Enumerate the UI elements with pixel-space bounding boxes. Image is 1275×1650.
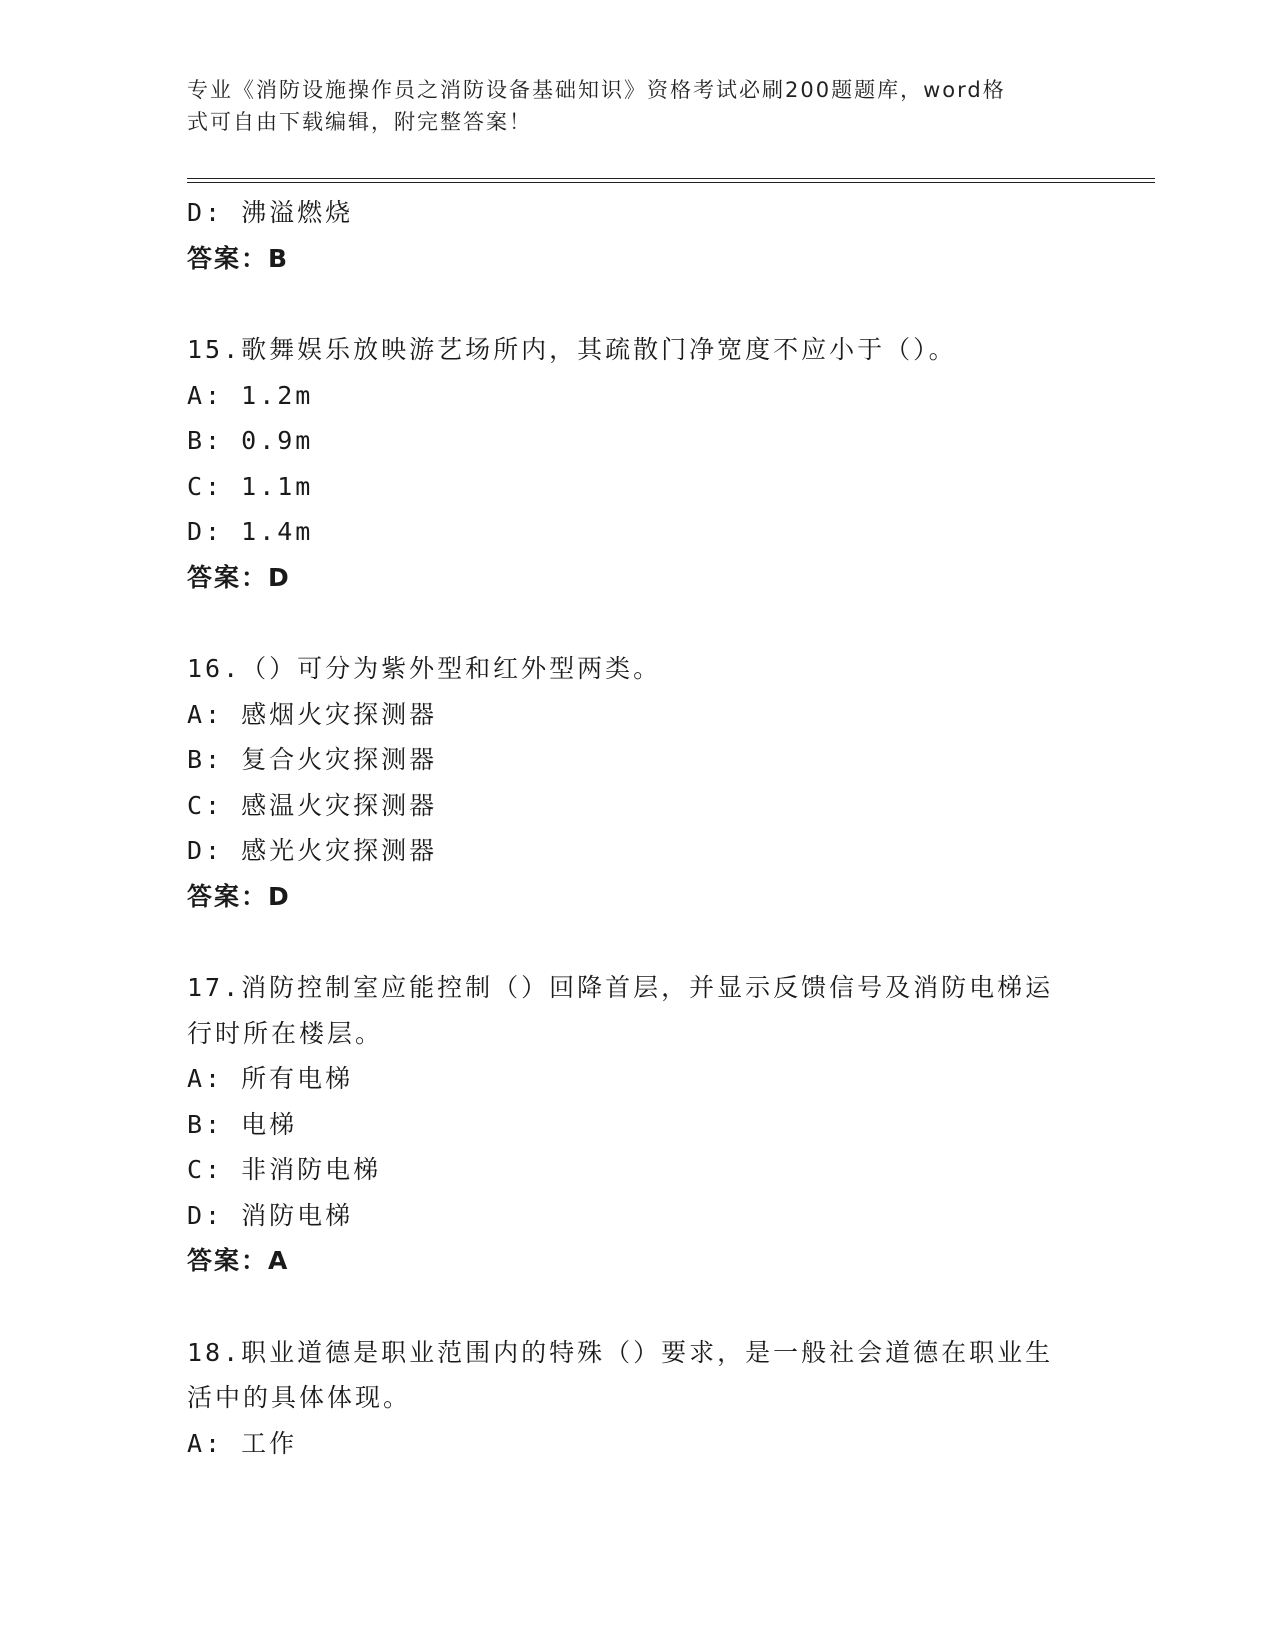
header-divider-top bbox=[187, 178, 1155, 179]
question-stem-line-2: 活中的具体体现。 bbox=[187, 1383, 412, 1412]
option-b: B: 电梯 bbox=[187, 1109, 298, 1139]
spacer bbox=[187, 281, 1087, 327]
question-list bbox=[187, 190, 1087, 1466]
option-a: A: 1.2m bbox=[187, 380, 314, 410]
answer-line: 答案：D bbox=[187, 881, 291, 911]
option-c: C: 1.1m bbox=[187, 471, 314, 501]
question-stem-line-2: 行时所在楼层。 bbox=[187, 1018, 384, 1048]
spacer bbox=[187, 600, 1087, 646]
option-b: B: 0.9m bbox=[187, 426, 314, 455]
question-18 bbox=[187, 1330, 1087, 1467]
answer-line: 答案：A bbox=[187, 1246, 290, 1275]
question-stem: 15.歌舞娱乐放映游艺场所内，其疏散门净宽度不应小于（）。 bbox=[187, 335, 957, 364]
answer-line: 答案：B bbox=[187, 243, 290, 273]
option-d: D: 感光火灾探测器 bbox=[187, 836, 438, 865]
question-stem-line-1: 17.消防控制室应能控制（）回降首层，并显示反馈信号及消防电梯运 bbox=[187, 973, 1054, 1002]
option-c: C: 非消防电梯 bbox=[187, 1155, 382, 1184]
option-c: C: 感温火灾探测器 bbox=[187, 790, 438, 820]
question-16 bbox=[187, 646, 1087, 919]
option-a: A: 工作 bbox=[187, 1428, 298, 1458]
question-stem: 16.（）可分为紫外型和红外型两类。 bbox=[187, 654, 662, 683]
option-a: A: 所有电梯 bbox=[187, 1064, 354, 1093]
spacer bbox=[187, 919, 1087, 965]
page-header bbox=[187, 74, 1067, 138]
question-15 bbox=[187, 327, 1087, 600]
question-17 bbox=[187, 965, 1087, 1284]
option-d: D: 沸溢燃烧 bbox=[187, 198, 354, 227]
header-line-2: 式可自由下载编辑，附完整答案！ bbox=[187, 110, 532, 134]
question-stem-line-1: 18.职业道德是职业范围内的特殊（）要求，是一般社会道德在职业生 bbox=[187, 1337, 1054, 1367]
answer-line: 答案：D bbox=[187, 562, 291, 592]
option-b: B: 复合火灾探测器 bbox=[187, 745, 438, 774]
option-a: A: 感烟火灾探测器 bbox=[187, 699, 438, 729]
spacer bbox=[187, 1284, 1087, 1330]
header-line-1: 专业《消防设施操作员之消防设备基础知识》资格考试必刷200题题库，word格 bbox=[187, 78, 1006, 102]
header-divider-bottom bbox=[187, 182, 1155, 183]
option-d: D: 消防电梯 bbox=[187, 1200, 354, 1230]
option-d: D: 1.4m bbox=[187, 517, 314, 546]
